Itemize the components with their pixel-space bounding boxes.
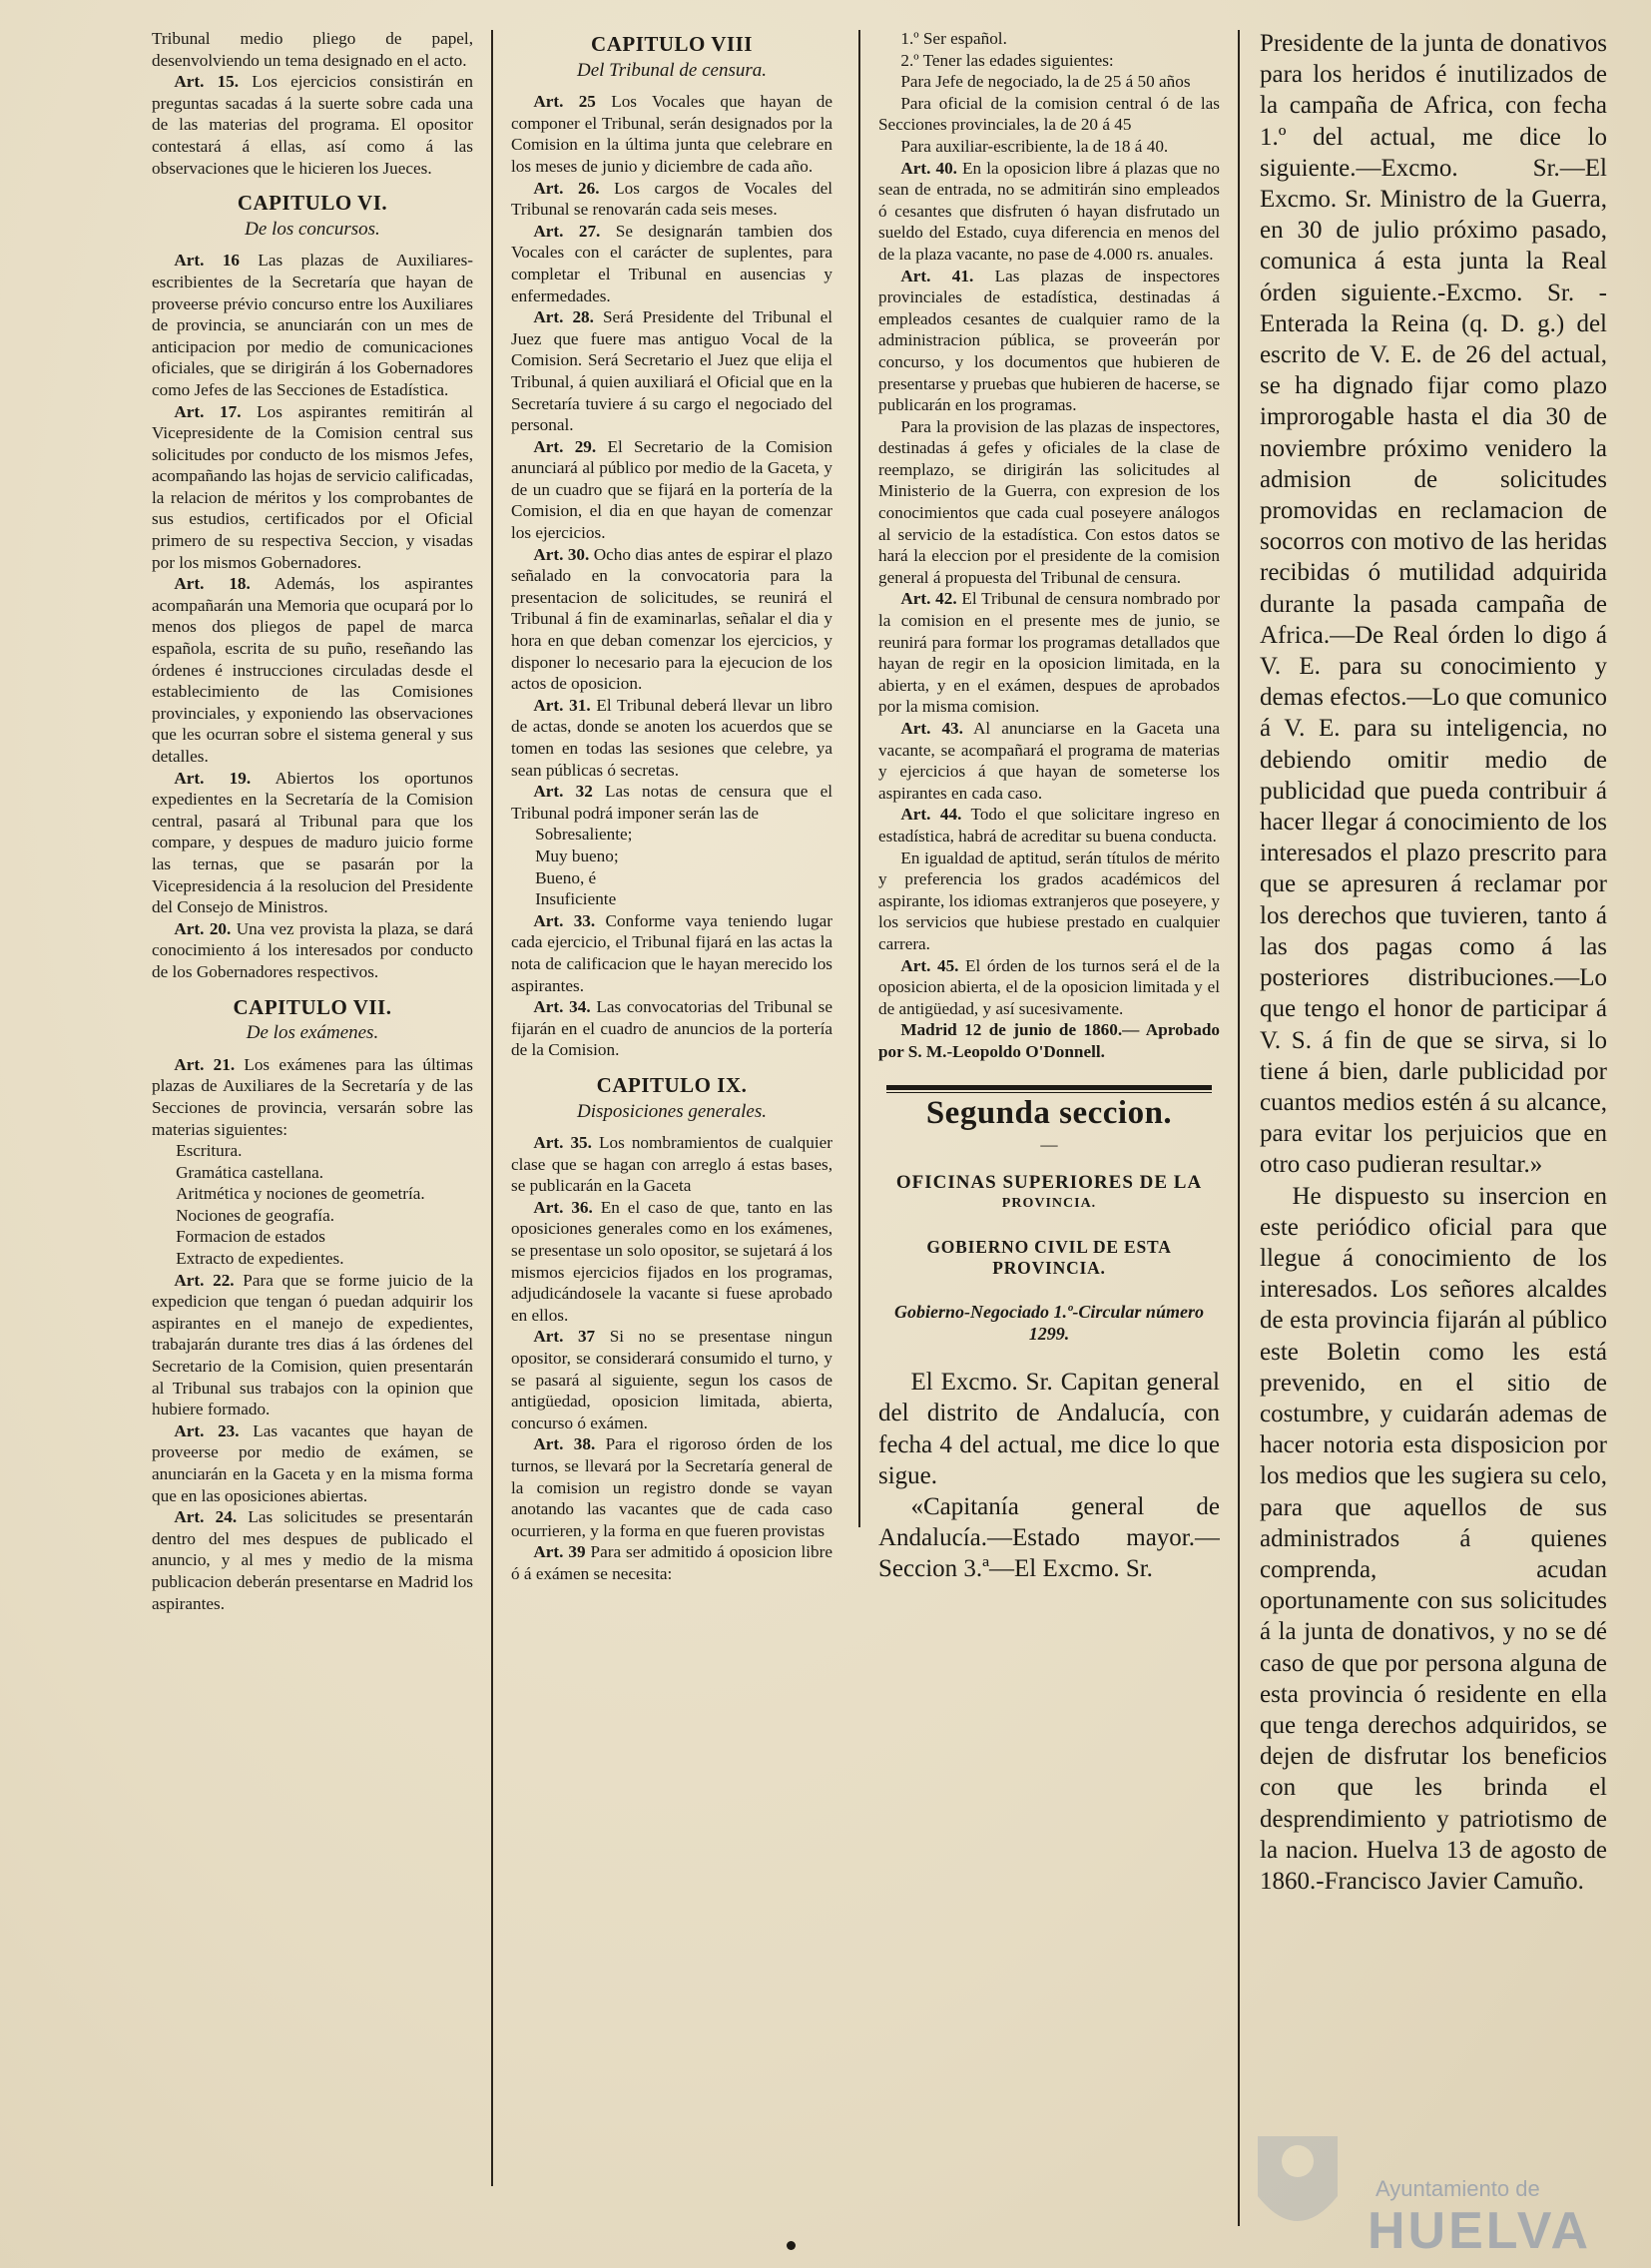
watermark-line: Ayuntamiento de xyxy=(1376,2176,1540,2201)
paragraph: El Excmo. Sr. Capitan general del distrito de Andalucía, con fecha 4 del actual, me dice lo que sigue. xyxy=(878,1369,1220,1489)
article-44: Art. 44. Todo el que solicitare ingreso en estadística, habrá de acreditar su buena conducta. xyxy=(878,805,1220,846)
paragraph: En igualdad de aptitud, serán títulos de mérito y preferencia los grados académicos del aspirante, los idiomas extranjeros que poseyere, y los servicios que hubiese prestado en cualquier carrera. xyxy=(878,848,1220,953)
chapter-heading: CAPITULO VII. xyxy=(233,994,392,1019)
paragraph: Para la provision de las plazas de inspectores, destinadas á gefes y oficiales de la clase de reemplazo, se dirigirán las solicitudes al Ministerio de la Guerra, con expresion de los conocimientos que cada cual poseyere análogos al servicio de la estadística. Con estos datos se hará la eleccion por el presidente de la comision general á propuesta del Tribunal de censura. xyxy=(878,416,1220,587)
article-22: Art. 22. Para que se forme juicio de la expedicion que tengan ó puedan adquirir los aspirantes en el manejo de expedientes, trabajarán durante tres dias á las órdenes del Secretario de la Comision, quien presentarán al Tribunal sus trabajos con la opinion que hubiere formado. xyxy=(152,1270,473,1419)
watermark-title: HUELVA xyxy=(1368,2202,1592,2260)
article-35: Art. 35. Los nombramientos de cualquier clase que se hagan con arreglo á estas bases, se publicarán en la Gaceta xyxy=(511,1133,832,1196)
article-39: Art. 39 Para ser admitido á oposicion libre ó á exámen se necesita: xyxy=(511,1542,832,1583)
article-23: Art. 23. Las vacantes que hayan de proveerse por medio de exámen, se anunciarán en la Gaceta y en la misma forma que en las oposiciones abiertas. xyxy=(152,1420,473,1505)
article-34: Art. 34. Las convocatorias del Tribunal se fijarán en el cuadro de anuncios de la portería de la Comision. xyxy=(511,997,832,1060)
age-rule: Para Jefe de negociado, la de 25 á 50 años xyxy=(900,72,1191,92)
list-item: Aritmética y nociones de geometría. xyxy=(176,1184,425,1204)
paragraph: Presidente de la junta de donativos para los heridos é inutilizados de la campaña de Africa, con fecha 1.º del actual, me dice lo siguiente.—Excmo. Sr.—El Excmo. Sr. Ministro de la Guerra, en 30 de julio próximo pasado, comunica á esta junta la Real órden siguiente.-Excmo. Sr. -Enterada la Reina (q. D. g.) del escrito de V. E. de 26 del actual, se ha dignado fijar como plazo improrogable hasta el dia 30 de noviembre próximo venidero la admision de solicitudes promovidas en reclamacion de socorros con motivo de las heridas recibidas ó mutilidad adquirida durante la pasada campaña de Africa.—De Real órden lo digo á V. E. para su conocimiento y demas efectos.—Lo que comunico á V. E. para su inteligencia, no debiendo omitir medio de publicidad que pueda contribuir á hacer llegar á conocimiento de los interesados el plazo prescrito para que se apresuren á reclamar por los derechos que tuvieren, tanto á las dos pagas como á las posteriores distribuciones.—Lo que tengo el honor de participar á V. S. á fin de que se sirva, si lo tiene á bien, darle publicidad por cuantos medios estén á su alcance, para evitar los perjuicios que en otro caso pudieran resultar.» xyxy=(1260,30,1607,1179)
article-29: Art. 29. El Secretario de la Comision anunciará al público por medio de la Gaceta, y de un cuadro que se fijará en la portería de la Comision, el dia en que hayan de comenzar los ejercicios. xyxy=(511,436,832,543)
column-3 xyxy=(878,28,1220,1585)
paragraph: He dispuesto su insercion en este periódico oficial para que llegue á conocimiento de los interesados. Los señores alcaldes de esta provincia fijarán al público este Boletin como les está prevenido, en el sitio de costumbre, y cuidarán ademas de hacer notoria esta disposicion por los medios que les sugiera su celo, para que aquellos de sus administrados á quienes comprenda, acudan oportunamente con sus solicitudes á la junta de donativos, y no se dé caso de que por persona alguna de esta provincia ó residente en ella que tenga derechos adquiridos, se dejen de disfrutar los beneficios con que les brinda el desprendimiento y patriotismo de la nacion. Huelva 13 de agosto de 1860.-Francisco Javier Camuño. xyxy=(1260,1182,1607,1895)
list-item: Sobresaliente; xyxy=(535,825,633,845)
article-40: Art. 40. En la oposicion libre á plazas que no sean de entrada, no se admitirán sino empleados ó cesantes que disfruten ó hayan disfrutado un sueldo del Estado, cuya diferencia en menos del de la plaza vacante, no pase de 4.000 rs. anuales. xyxy=(878,158,1220,264)
column-1 xyxy=(152,28,473,1614)
page-dot xyxy=(787,2241,796,2250)
chapter-heading: CAPITULO IX. xyxy=(596,1072,748,1097)
paragraph: Tribunal medio pliego de papel, desenvolviendo un tema designado en el acto. xyxy=(152,29,473,70)
requirement: 1.º Ser español. xyxy=(900,29,1007,48)
signature-line: Madrid 12 de junio de 1860.— Aprobado por S. M.-Leopoldo O'Donnell. xyxy=(878,1020,1220,1061)
office-heading: PROVINCIA. xyxy=(1001,1196,1097,1212)
article-15: Art. 15. Los ejercicios consistirán en preguntas sacadas á la suerte sobre cada una de las materias del programa. El opositor contestará á ellas, así como á las observaciones que le hicieren los Jueces. xyxy=(152,72,473,178)
article-38: Art. 38. Para el rigoroso órden de los turnos, se llevará por la Secretaría general de la comision un registro donde se vayan anotando las vacantes que de cada caso ocurrieren, y la forma en que fueren provistas xyxy=(511,1434,832,1540)
article-43: Art. 43. Al anunciarse en la Gaceta una vacante, se acompañará el programa de materias y ejercicios á que hayan de someterse los aspirantes en cada caso. xyxy=(878,719,1220,803)
article-19: Art. 19. Abiertos los oportunos expedientes en la Secretaría de la Comision central, pasará al Tribunal para que los compare, y despues de maduro juicio forme las ternas, que se pasarán por la Vicepresidencia á la resolucion del Presidente del Consejo de Ministros. xyxy=(152,768,473,917)
chapter-heading: CAPITULO VIII xyxy=(591,32,753,56)
article-16: Art. 16 Las plazas de Auxiliares-escribientes de la Secretaría que hayan de proveerse prévio concurso entre los Auxiliares de provincia, se anunciarán con un mes de anticipacion por medio de comunicaciones oficiales, que se dirigirán á los Gobernadores como Jefes de las Secciones de Estadística. xyxy=(152,251,473,399)
article-30: Art. 30. Ocho dias antes de espirar el plazo señalado en la convocatoria para la presentacion de solicitudes, se reunirá el Tribunal á fin de examinarlas, señalar el dia y hora en que deban comenzar los ejercicios, y disponer lo necesario para la ejecucion de los actos de oposicion. xyxy=(511,544,832,694)
circular-heading: Gobierno-Negociado 1.º-Circular número 1299. xyxy=(894,1302,1204,1344)
article-27: Art. 27. Se designarán tambien dos Vocales con el carácter de suplentes, para completar el Tribunal en ausencias y enfermedades. xyxy=(511,221,832,305)
list-item: Gramática castellana. xyxy=(176,1162,323,1182)
chapter-subheading: De los concursos. xyxy=(245,218,380,240)
article-26: Art. 26. Los cargos de Vocales del Tribunal se renovarán cada seis meses. xyxy=(511,178,832,220)
paragraph: «Capitanía general de Andalucía.—Estado mayor.—Seccion 3.ª—El Excmo. Sr. xyxy=(878,1493,1220,1583)
article-28: Art. 28. Será Presidente del Tribunal el Juez que fuere mas antiguo Vocal de la Comision. Será Secretario el Juez que elija el Tribunal, á quien auxiliará el Oficial que en la Secretaría tuviere á su cargo el negociado del personal. xyxy=(511,307,832,435)
list-item: Nociones de geografía. xyxy=(176,1205,334,1225)
age-rule: Para oficial de la comision central ó de las Secciones provinciales, la de 20 á 45 xyxy=(878,93,1220,135)
chapter-subheading: Disposiciones generales. xyxy=(577,1100,767,1122)
article-42: Art. 42. El Tribunal de censura nombrado por la comision en el presente mes de junio, se reunirá para formar los programas detallados que hayan de regir en la oposicion limitada, en la abierta, y en el exámen, despues de aprobados por la misma comision. xyxy=(878,589,1220,717)
article-33: Art. 33. Conforme vaya teniendo lugar cada ejercicio, el Tribunal fijará en las actas la nota de calificacion que le hayan merecido los aspirantes. xyxy=(511,910,832,995)
office-heading: OFICINAS SUPERIORES DE LA xyxy=(895,1171,1203,1193)
requirement: 2.º Tener las edades siguientes: xyxy=(900,50,1114,70)
list-item: Insuficiente xyxy=(535,889,617,909)
article-17: Art. 17. Los aspirantes remitirán al Vicepresidente de la Comision central sus solicitudes por conducto de los mismos Jefes, acompañando las hojas de servicio calificadas, la relacion de méritos y los comprobantes de sus estudios, certificados por el Oficial primero de su respectiva Seccion, y visadas por los mismos Gobernadores. xyxy=(152,401,473,572)
column-divider xyxy=(1238,30,1240,2226)
article-45: Art. 45. El órden de los turnos será el de la oposicion abierta, el de la oposicion limitada y el de antigüedad, y así sucesivamente. xyxy=(878,955,1220,1018)
list-item: Bueno, é xyxy=(535,867,597,887)
section-heading: Segunda seccion. xyxy=(925,1094,1173,1131)
list-item: Extracto de expedientes. xyxy=(176,1249,344,1269)
column-4 xyxy=(1260,28,1607,1897)
article-21: Art. 21. Los exámenes para las últimas plazas de Auxiliares de la Secretaría y de las Secciones de provincia, versarán sobre las materias siguientes: xyxy=(152,1054,473,1139)
article-18: Art. 18. Además, los aspirantes acompañarán una Memoria que ocupará por lo menos dos pliegos de papel de marca española, escrita de su puño, reseñando las órdenes é instrucciones circuladas desde el establecimiento de las Comisiones provinciales, y exponiendo las observaciones que les ocurran sobre el sistema general y sus detalles. xyxy=(152,574,473,766)
column-2 xyxy=(511,28,832,1585)
column-divider xyxy=(858,30,860,1527)
chapter-subheading: De los exámenes. xyxy=(246,1022,379,1044)
article-37: Art. 37 Si no se presentase ningun opositor, se considerará consumido el turno, y se pasará al siguiente, segun los casos de antigüedad, oposicion limitada, abierta, concurso ó exámen. xyxy=(511,1327,832,1432)
chapter-heading: CAPITULO VI. xyxy=(237,191,388,216)
list-item: Escritura. xyxy=(176,1141,243,1161)
article-25: Art. 25 Los Vocales que hayan de componer el Tribunal, serán designados por la Comision en la última junta que celebrare en los meses de junio y diciembre de cada año. xyxy=(511,92,832,176)
column-divider xyxy=(491,30,493,2186)
government-heading: GOBIERNO CIVIL DE ESTA PROVINCIA. xyxy=(926,1236,1172,1279)
article-24: Art. 24. Las solicitudes se presentarán dentro del mes despues de publicado el anuncio, y al mes y medio de la misma publicacion deberán presentarse en Madrid los aspirantes. xyxy=(152,1507,473,1613)
list-item: Formacion de estados xyxy=(176,1227,325,1247)
article-31: Art. 31. El Tribunal deberá llevar un libro de actas, donde se anoten los acuerdos que se tomen en todas las sesiones que celebre, ya sean públicas ó secretas. xyxy=(511,695,832,780)
list-item: Muy bueno; xyxy=(535,846,619,865)
chapter-subheading: Del Tribunal de censura. xyxy=(577,59,767,81)
article-20: Art. 20. Una vez provista la plaza, se dará conocimiento á los interesados por conducto de los Gobernadores respectivos. xyxy=(152,918,473,981)
article-41: Art. 41. Las plazas de inspectores provinciales de estadística, destinadas á empleados cesantes de cualquier ramo de la administracion pública, se proveerán por concurso, y los documentos que hubieren de presentarse y pruebas que hubieren de hacerse, se publicarán en los programas. xyxy=(878,266,1220,415)
article-32: Art. 32 Las notas de censura que el Tribunal podrá imponer serán las de xyxy=(511,782,832,823)
section-rule xyxy=(886,1085,1212,1093)
age-rule: Para auxiliar-escribiente, la de 18 á 40. xyxy=(900,136,1169,156)
dash-separator: — xyxy=(1040,1135,1058,1155)
article-36: Art. 36. En el caso de que, tanto en las oposiciones generales como en los exámenes, se presentase un solo opositor, se sujetará á los mismos ejercicios fijados en los programas, adjudicándosele la vacante si fuese aprobado en ellos. xyxy=(511,1197,832,1325)
